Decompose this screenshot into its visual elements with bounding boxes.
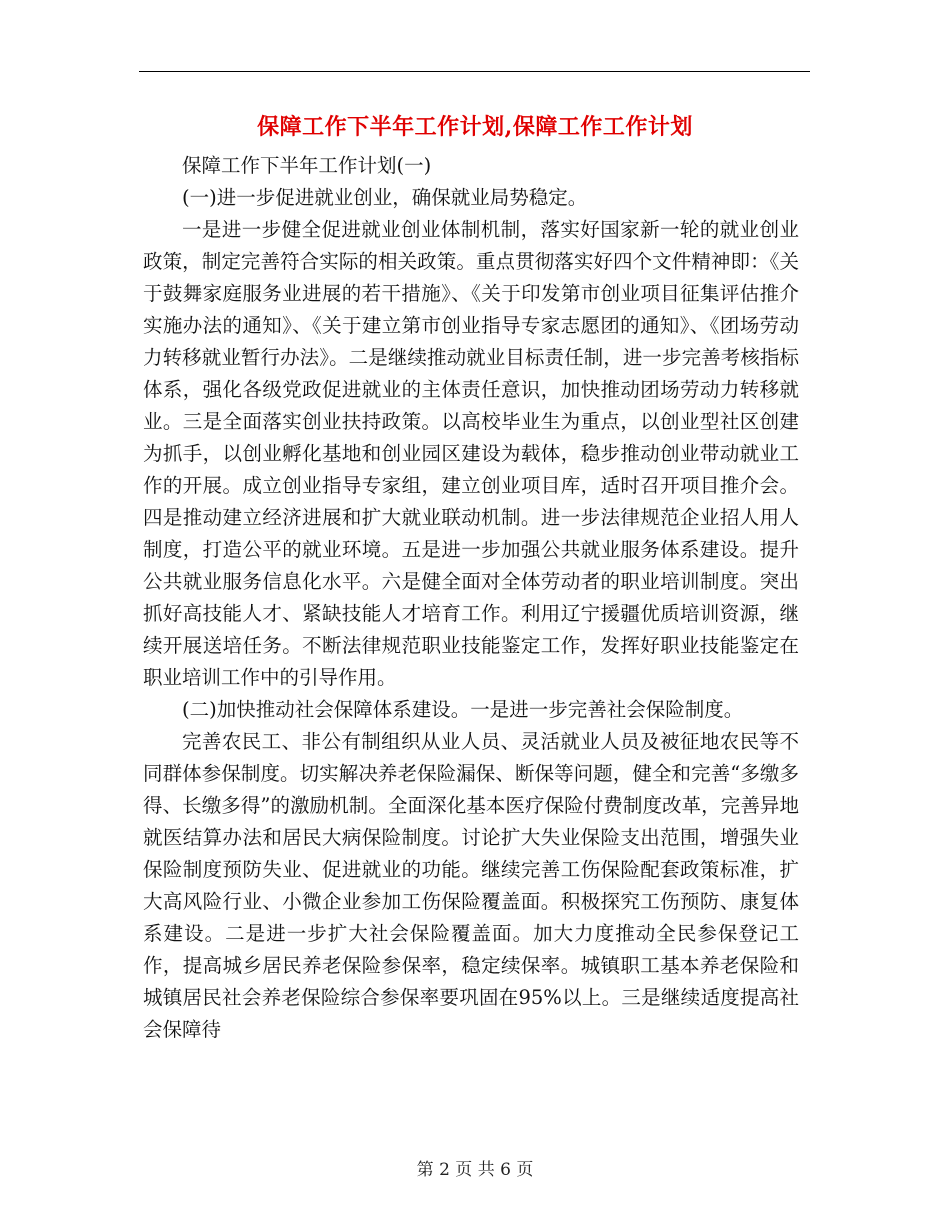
subsection-heading-2: (二)加快推动社会保障体系建设。一是进一步完善社会保险制度。 [182, 698, 744, 721]
subsection-heading-1: (一)进一步促进就业创业，确保就业局势稳定。 [182, 186, 588, 209]
section-heading: 保障工作下半年工作计划(一) [182, 154, 432, 177]
paragraph-social-security: 完善农民工、非公有制组织从业人员、灵活就业人员及被征地农民等不同群体参保制度。切实解决养老保险漏保、断保等问题，健全和完善“多缴多得、长缴多得”的激励机制。全面深化基本医疗保险付费制度改革，完善异地就医结算办法和居民大病保险制度。讨论扩大失业保险支出范围，增强失业保险制度预防失业、促进就业的功能。继续完善工伤保险配套政策标准，扩大高风险行业、小微企业参加工伤保险覆盖面。积极探究工伤预防、康复体系建设。二是进一步扩大社会保险覆盖面。加大力度推动全民参保登记工作，提高城乡居民养老保险参保率，稳定续保率。城镇职工基本养老保险和城镇居民社会养老保险综合参保率要巩固在95%以上。三是继续适度提高社会保障待 [143, 730, 799, 1041]
document-body [143, 150, 799, 1046]
header-rule [139, 71, 810, 72]
page-number-footer: 第 2 页 共 6 页 [416, 1160, 534, 1180]
document-title: 保障工作下半年工作计划,保障工作工作计划 [257, 114, 693, 140]
paragraph-employment: 一是进一步健全促进就业创业体制机制，落实好国家新一轮的就业创业政策，制定完善符合实际的相关政策。重点贯彻落实好四个文件精神即：《关于鼓舞家庭服务业进展的若干措施》、《关于印发第市创业项目征集评估推介实施办法的通知》、《关于建立第市创业指导专家志愿团的通知》、《团场劳动力转移就业暂行办法》。二是继续推动就业目标责任制，进一步完善考核指标体系，强化各级党政促进就业的主体责任意识，加快推动团场劳动力转移就业。三是全面落实创业扶持政策。以高校毕业生为重点，以创业型社区创建为抓手，以创业孵化基地和创业园区建设为载体，稳步推动创业带动就业工作的开展。成立创业指导专家组，建立创业项目库，适时召开项目推介会。四是推动建立经济进展和扩大就业联动机制。进一步法律规范企业招人用人制度，打造公平的就业环境。五是进一步加强公共就业服务体系建设。提升公共就业服务信息化水平。六是健全面对全体劳动者的职业培训制度。突出抓好高技能人才、紧缺技能人才培育工作。利用辽宁援疆优质培训资源，继续开展送培任务。不断法律规范职业技能鉴定工作，发挥好职业技能鉴定在职业培训工作中的引导作用。 [143, 218, 799, 689]
